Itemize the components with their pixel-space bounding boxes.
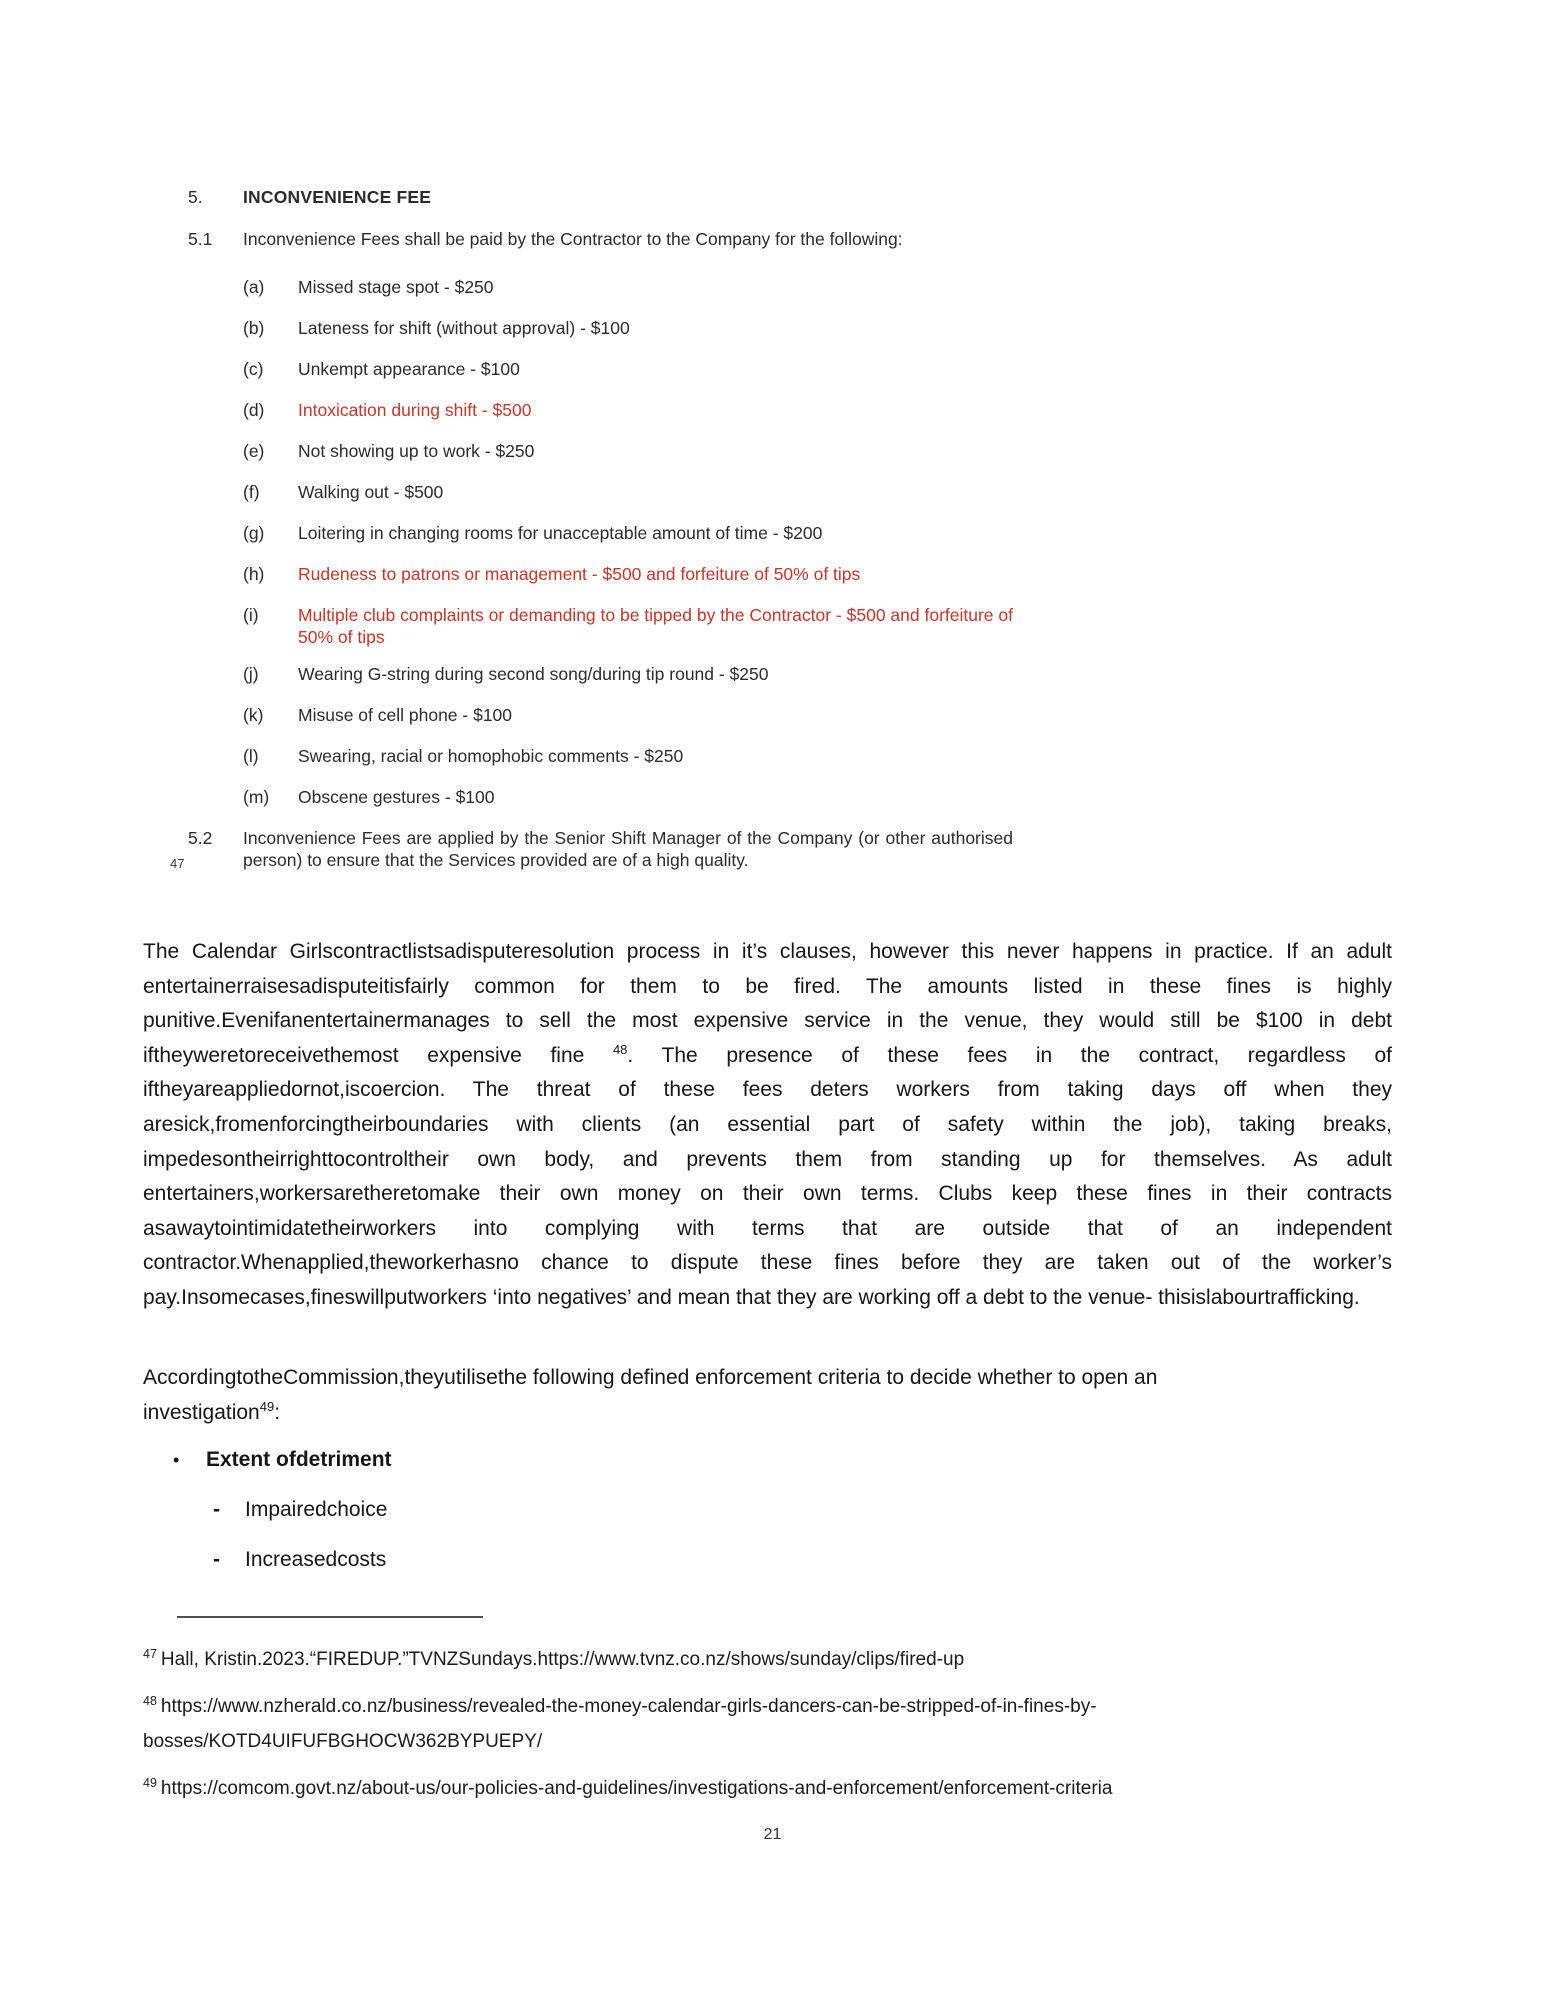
- fee-item-label: (m): [243, 787, 270, 807]
- page-number: 21: [763, 1826, 782, 1843]
- fee-item-f: [143, 481, 1143, 503]
- clause-5-2: [143, 827, 1143, 871]
- fee-item-text: Wearing G-string during second song/during tip round - $250: [298, 664, 769, 684]
- fee-item-c: [143, 358, 1143, 380]
- fee-item-label: (k): [243, 705, 264, 725]
- footnote-49-text: https://comcom.govt.nz/about-us/our-policies-and-guidelines/investigations-and-enforcement/enforcement-criteria: [160, 1778, 1113, 1799]
- clause-number: 5.1: [188, 229, 213, 249]
- body-paragraph-2: [143, 1361, 1392, 1430]
- contract-excerpt-image: [143, 186, 1143, 871]
- footnote-47: [143, 1642, 1293, 1677]
- fee-item-label: (j): [243, 664, 259, 684]
- section-title: INCONVENIENCE FEE: [243, 187, 432, 207]
- fee-item-text: Obscene gestures - $100: [298, 787, 495, 807]
- fee-item-label: (a): [243, 277, 265, 297]
- section-number: 5.: [188, 187, 203, 207]
- fee-item-text: Unkempt appearance - $100: [298, 359, 520, 379]
- paragraph-1-text-a: The Calendar Girlscontractlistsadisputeresolution process in it’s clauses, however this never happens in practice. If an adult entertainerraisesadisputeitisfairly common for them to be fired. The amounts listed in these fines is highly punitive.Evenifanentertainermanages to sell the most expensive service in the venue, they would still be $100 in debt iftheyweretoreceivethemost expensive fine: [143, 940, 1392, 1067]
- paragraph-1-text-b: . The presence of these fees in the contract, regardless of iftheyareappliedornot,iscoercion. The threat of these fees deters workers from taking days off when they aresick,fromenforcingtheirboundaries with clients (an essential part of safety within the job), taking breaks, impedesontheirrighttocontroltheir own body, and prevents them from standing up for themselves. As adult entertainers,workersaretheretomake their own money on their own terms. Clubs keep these fines in their contracts asawaytointimidatetheirworkers into complying with terms that are outside that of an independent contractor.Whenapplied,theworkerhasno chance to dispute these fines before they are taken out of the worker’s pay.Insomecases,fineswillputworkers ‘into negatives’ and mean that they are working off a debt to the venue- thisislabourtrafficking.: [143, 1043, 1393, 1309]
- criteria-sub-item: [143, 1496, 1243, 1524]
- enforcement-criteria-list: [143, 1446, 1243, 1574]
- footnote-49: [143, 1771, 1293, 1806]
- fee-item-g: [143, 522, 1143, 544]
- footnote-49-marker: 49: [143, 1775, 157, 1790]
- paragraph-2-colon: :: [274, 1400, 281, 1424]
- clause-text: Inconvenience Fees are applied by the Senior Shift Manager of the Company (or other authorised person) to ensure that the Services provided are of a high quality.: [243, 828, 1013, 870]
- footnote-48-reference-marker: 48: [612, 1041, 628, 1057]
- fee-item-i: [143, 604, 1143, 648]
- paragraph-2-line-1: AccordingtotheCommission,theyutilisethe following defined enforcement criteria to decide whether to open an: [143, 1366, 1158, 1389]
- fee-item-k: [143, 704, 1143, 726]
- fee-item-b: [143, 317, 1143, 339]
- fee-item-l: [143, 745, 1143, 767]
- fee-item-label: (i): [243, 605, 259, 625]
- clause-text: Inconvenience Fees shall be paid by the Contractor to the Company for the following:: [243, 229, 903, 249]
- fee-item-label: (g): [243, 523, 265, 543]
- dash-icon: -: [213, 1498, 220, 1521]
- footnote-48-marker: 48: [143, 1693, 157, 1708]
- criteria-sub-item: [143, 1546, 1243, 1574]
- fee-item-label: (d): [243, 400, 265, 420]
- section-heading-row: [143, 186, 1143, 208]
- fee-item-label: (b): [243, 318, 265, 338]
- criteria-heading: Extent ofdetriment: [206, 1448, 392, 1471]
- fee-item-text: Swearing, racial or homophobic comments - $250: [298, 746, 684, 766]
- fee-item-text: Not showing up to work - $250: [298, 441, 535, 461]
- fee-item-text: Intoxication during shift - $500: [298, 400, 532, 420]
- footnote-separator-rule: [177, 1616, 483, 1618]
- bullet-icon: •: [173, 1450, 180, 1470]
- fee-item-text: Misuse of cell phone - $100: [298, 705, 513, 725]
- dash-icon: -: [213, 1548, 220, 1571]
- fee-item-text: Loitering in changing rooms for unacceptable amount of time - $200: [298, 523, 823, 543]
- fee-item-h: [143, 563, 1143, 585]
- fee-item-label: (l): [243, 746, 259, 766]
- criteria-sub-item-label: Increasedcosts: [245, 1548, 387, 1571]
- fee-item-text: Rudeness to patrons or management - $500 and forfeiture of 50% of tips: [298, 564, 861, 584]
- footnote-49-reference-marker: 49: [259, 1398, 275, 1414]
- fee-item-m: [143, 786, 1143, 808]
- criteria-heading-row: [143, 1446, 1243, 1474]
- fee-item-j: [143, 663, 1143, 685]
- footnote-48-text: https://www.nzherald.co.nz/business/revealed-the-money-calendar-girls-dancers-can-be-stripped-of-in-fines-by-bosses/KOTD4UIFUFBGHOCW362BYPUEPY/: [143, 1696, 1097, 1752]
- criteria-sub-item-label: Impairedchoice: [245, 1498, 388, 1521]
- fee-item-d: [143, 399, 1143, 421]
- paragraph-2-line-2: investigation: [143, 1400, 260, 1424]
- fee-item-label: (e): [243, 441, 265, 461]
- fee-item-text: Multiple club complaints or demanding to be tipped by the Contractor - $500 and forfeiture of 50% of tips: [298, 605, 1013, 647]
- footnote-47-text: Hall, Kristin.2023.“FIREDUP.”TVNZSundays.https://www.tvnz.co.nz/shows/sunday/clips/fired-up: [160, 1649, 965, 1670]
- fee-item-label: (f): [243, 482, 260, 502]
- body-paragraph-1: [143, 935, 1392, 1316]
- clause-5-1: [143, 228, 1143, 250]
- footnote-48: [143, 1689, 1293, 1759]
- fee-item-text: Walking out - $500: [298, 482, 444, 502]
- clause-number: 5.2: [188, 828, 213, 848]
- fee-item-label: (c): [243, 359, 264, 379]
- footnotes-section: [143, 1642, 1293, 1818]
- fee-item-text: Missed stage spot - $250: [298, 277, 494, 297]
- footnote-47-reference-marker: 47: [170, 856, 185, 871]
- fee-item-a: [143, 276, 1143, 298]
- fee-item-e: [143, 440, 1143, 462]
- fee-item-text: Lateness for shift (without approval) - $100: [298, 318, 630, 338]
- fee-item-label: (h): [243, 564, 265, 584]
- footnote-47-marker: 47: [143, 1646, 157, 1661]
